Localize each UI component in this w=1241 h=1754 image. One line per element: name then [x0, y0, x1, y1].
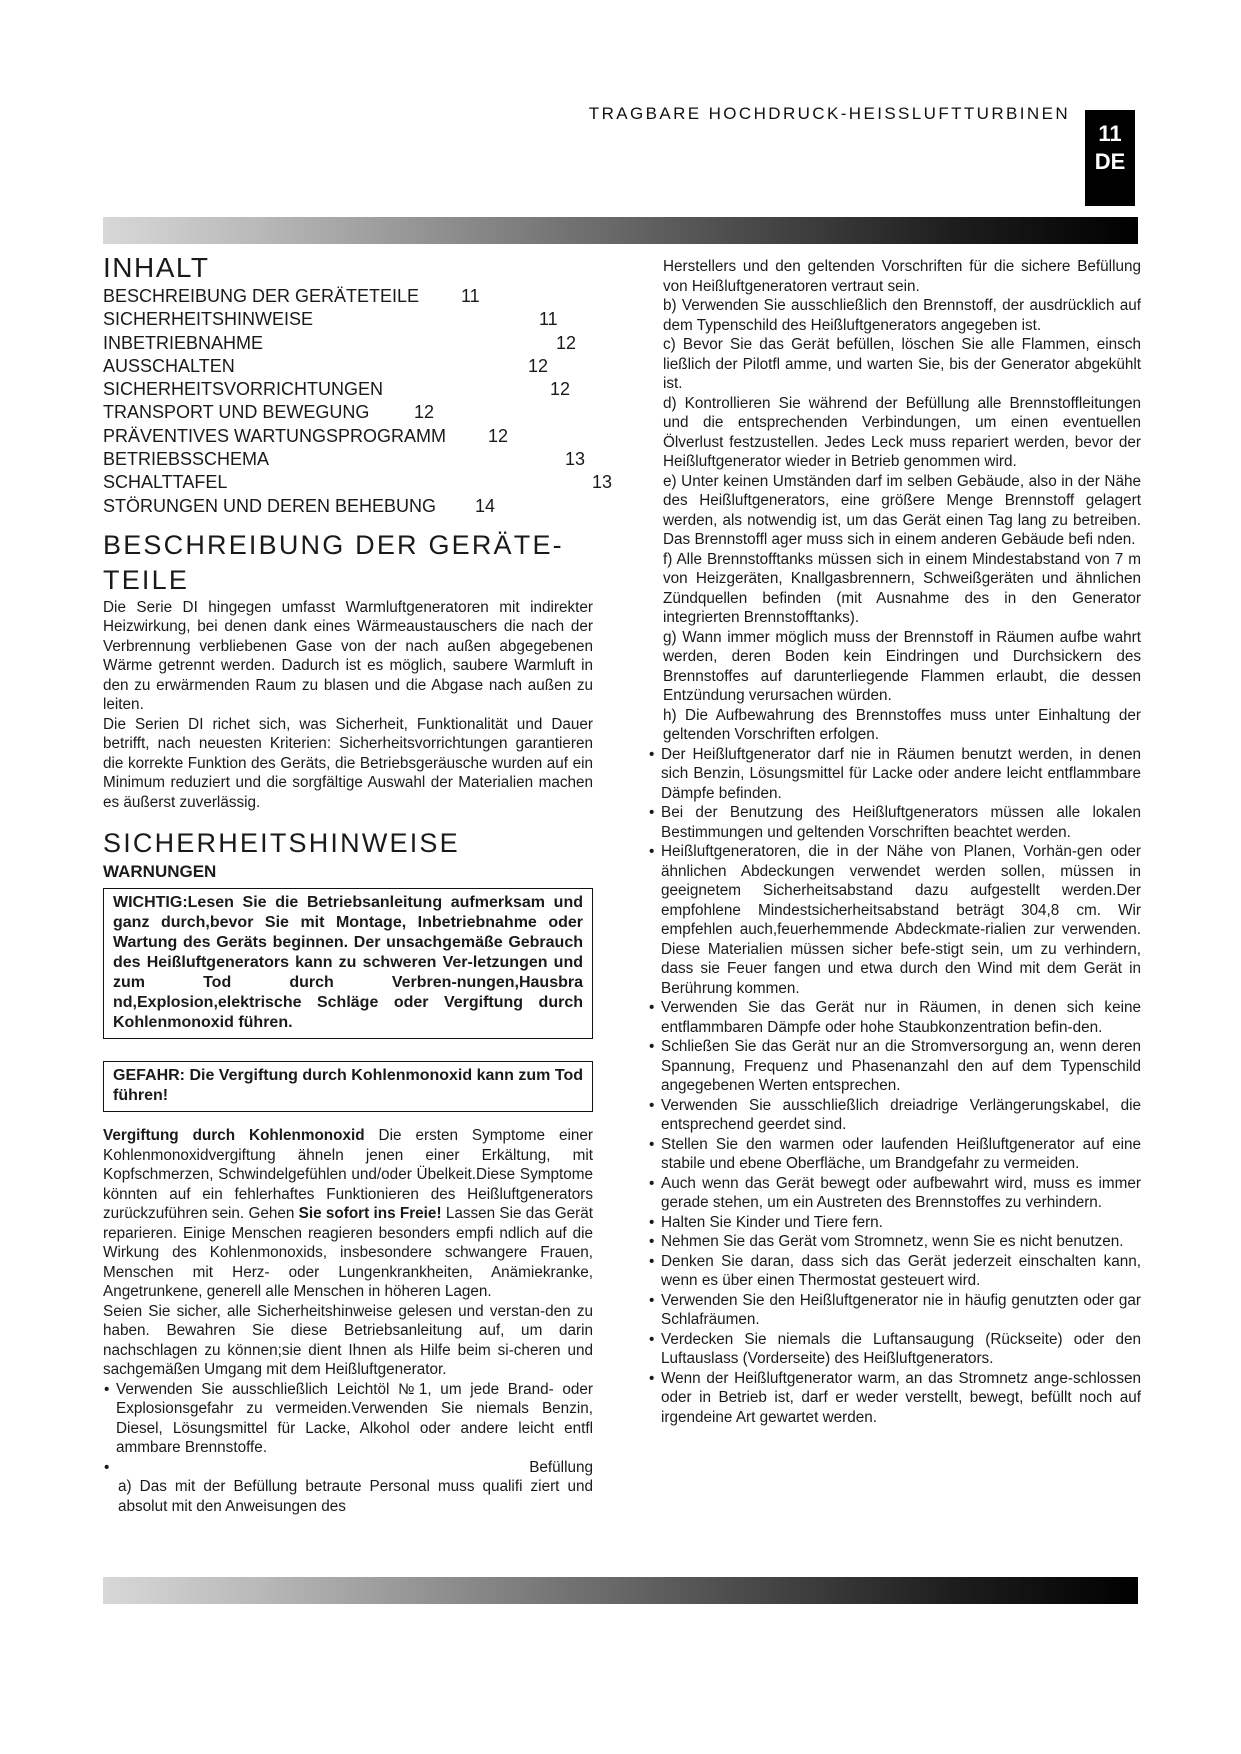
- description-heading: BESCHREIBUNG DER GERÄTE- TEILE: [103, 529, 564, 595]
- filling-e: e) Unter keinen Umständen darf im selben Gebäude, also in der Nähe des Heißluftgenerators, eine größere Menge Brennstoff gelagert werden, als notwendig ist, um das Gerät einen Tag lang zu betreiben. Das Brennstoffl ager muss sich in einem anderen Gebäude befi nden.: [663, 472, 1141, 548]
- danger-warning-box: GEFAHR: Die Vergiftung durch Kohlenmonoxid kann zum Tod führen!: [103, 1061, 593, 1112]
- warnings-heading: WARNUNGEN: [103, 862, 217, 882]
- toc-item-label: SCHALTTAFEL: [103, 472, 228, 493]
- toc-item-label: INBETRIEBNAHME: [103, 332, 264, 353]
- toc-item-label: BETRIEBSSCHEMA: [103, 449, 270, 470]
- safety-bullet: • Halten Sie Kinder und Tiere fern.: [648, 1213, 1141, 1233]
- toc-item[interactable]: [103, 285, 593, 308]
- safety-bullet: • Auch wenn das Gerät bewegt oder aufbewahrt wird, muss es immer gerade stehen, um ein Austreten des Brennstoffes zu verhindern.: [648, 1174, 1141, 1213]
- toc-item[interactable]: [103, 448, 593, 471]
- description-paragraph-1: Die Serie DI hingegen umfasst Warmluftgeneratoren mit indirekter Heizwirkung, bei denen dank eines Wärmeaustauschers die nach der Verbrennung verbliebenen Gase von der nach außen abgegebenen Wärme getrennt werden. Dadurch ist es möglich, saubere Warmluft in den zu erwärmenden Raum zu blasen und die Abgase nach außen zu leiten.: [103, 598, 593, 714]
- filling-b: b) Verwenden Sie ausschließlich den Brennstoff, der ausdrücklich auf dem Typenschild des Heißluftgenerators angegeben ist.: [663, 297, 1141, 334]
- toc-item-label: TRANSPORT UND BEWEGUNG: [103, 402, 370, 423]
- toc-item[interactable]: [103, 378, 593, 401]
- safety-bullet: • Denken Sie daran, dass sich das Gerät jederzeit einschalten kann, wenn es über einen Thermostat gesteuert wird.: [648, 1252, 1141, 1291]
- toc-item-page: 12: [414, 402, 435, 423]
- co-poisoning-paragraph: Vergiftung durch Kohlenmonoxid Die ersten Symptome einer Kohlenmonoxidvergiftung ähneln jenen einer Erkältung, mit Kopfschmerzen, Schwindelgefühlen und/oder Übelkeit.Diese Symptome könnten auf ein fehlerhaftes Funktionieren des Heißluftgenerators zurückzuführen sein. Gehen Sie sofort ins Freie! Lassen Sie das Gerät reparieren. Einige Menschen reagieren besonders empfi ndlich auf die Wirkung des Kohlenmonoxids, insbesondere schwangere Frauen, Menschen mit Herz- oder Lungenkrankheiten, Anämiekranke, Angetrunkene, generell alle Menschen in höheren Lagen.: [103, 1127, 594, 1301]
- safety-bullet: • Verwenden Sie ausschließlich dreiadrige Verlängerungskabel, die entsprechend geerdet sind.: [648, 1096, 1141, 1135]
- toc-item-page: 12: [488, 425, 509, 446]
- filling-a-continued: Herstellers und den geltenden Vorschriften für die sichere Befüllung von Heißluftgeneratoren vertraut sein.: [663, 258, 1141, 295]
- toc-item[interactable]: [103, 308, 593, 331]
- safety-bullet: • Schließen Sie das Gerät nur an die Stromversorgung an, wenn deren Spannung, Frequenz und Phasenanzahl den auf dem Typenschild angegebenen Werten entsprechen.: [648, 1037, 1141, 1096]
- toc-heading: INHALT: [103, 252, 210, 283]
- safety-bullet: • Verdecken Sie niemals die Luftansaugung (Rückseite) oder den Luftauslass (Vorderseite) des Heißluftgenerators.: [648, 1330, 1141, 1369]
- important-warning-box: WICHTIG:Lesen Sie die Betriebsanleitung aufmerksam und ganz durch,bevor Sie mit Montage, Inbetriebnahme oder Wartung des Geräts beginnen. Der unsachgemäße Gebrauch des Heißluftgenerators kann zu schweren Ver-letzungen und zum Tod durch Verbren-nungen,Hausbra nd,Explosion,elektrische Schläge oder Vergiftung durch Kohlenmonoxid führen.: [103, 888, 593, 1039]
- toc-item[interactable]: [103, 425, 593, 448]
- bottom-gradient-bar: [103, 1577, 1138, 1604]
- safety-bullet: • Heißluftgeneratoren, die in der Nähe von Planen, Vorhän-gen oder ähnlichen Abdeckungen verwendet werden sollen, müssen in geeignetem Sicherheitsabstand dazu aufgestellt werden.Der empfohlene Mindestsicherheitsabstand beträgt 304,8 cm. Wir empfehlen auch,feuerhemmende Abdeckmate-rialien zur verwenden. Diese Materialien müssen sicher befe-stigt sein, um zu verhindern, dass sie Feuer fangen und etwa durch den Wind mit dem Gerät in Berührung kommen.: [648, 842, 1141, 998]
- filling-g: g) Wann immer möglich muss der Brennstoff in Räumen aufbe wahrt werden, deren Boden kein Eindringen und Durchsickern des Brennstoffes auf darunterliegende Flammen erlaubt, die dessen Entzündung verursachen würden.: [663, 628, 1141, 704]
- toc-item-label: STÖRUNGEN UND DEREN BEHEBUNG: [103, 495, 437, 516]
- bullet-filling: • Befüllung: [103, 1458, 593, 1478]
- toc-item-label: SICHERHEITSHINWEISE: [103, 309, 314, 330]
- safety-bullet: • Stellen Sie den warmen oder laufenden Heißluftgenerator auf eine stabile und ebene Oberfläche, um Brandgefahr zu vermeiden.: [648, 1135, 1141, 1174]
- toc-item[interactable]: [103, 355, 593, 378]
- safety-bullet: • Der Heißluftgenerator darf nie in Räumen benutzt werden, in denen sich Benzin, Lösungsmittel für Lacke oder andere leicht entflammbare Dämpfe befinden.: [648, 745, 1141, 804]
- header-title: TRAGBARE HOCHDRUCK-HEISSLUFTTURBINEN: [588, 104, 1070, 123]
- left-column: [103, 252, 613, 1516]
- toc-item-page: 12: [550, 379, 571, 400]
- filling-c: c) Bevor Sie das Gerät befüllen, löschen Sie alle Flammen, einsch ließlich der Pilotfl amme, und warten Sie, bis der Generator abgekühlt ist.: [663, 336, 1141, 392]
- read-all-paragraph: Seien Sie sicher, alle Sicherheitshinweise gelesen und verstan-den zu haben. Bewahren Sie diese Betriebsanleitung auf, um darin nachschlagen zu können;sie dient Ihnen als Hilfe beim si-cheren und sachgemäßen Umgang mit dem Heißluftgenerator.: [103, 1302, 593, 1379]
- toc-item[interactable]: [103, 401, 593, 424]
- toc-item-page: 13: [565, 449, 586, 470]
- toc-item-page: 12: [556, 332, 577, 353]
- language-code: DE: [1094, 149, 1126, 174]
- filling-f: f) Alle Brennstofftanks müssen sich in einem Mindestabstand von 7 m von Heizgeräten, Knallgasbrennern, Schweißgeräten und ähnlichen Zündquellen befinden (mit Ausnahme des in den Generator integrierten Brennstofftanks).: [663, 550, 1141, 626]
- toc-item[interactable]: [103, 332, 593, 355]
- toc-item-page: 14: [475, 495, 496, 516]
- toc-item-label: PRÄVENTIVES WARTUNGSPROGRAMM: [103, 425, 447, 446]
- page-number: 11: [1098, 121, 1122, 146]
- toc-item-page: 12: [528, 355, 549, 376]
- safety-bullet: • Nehmen Sie das Gerät vom Stromnetz, wenn Sie es nicht benutzen.: [648, 1232, 1141, 1252]
- toc-item-label: SICHERHEITSVORRICHTUNGEN: [103, 379, 384, 400]
- right-column: [663, 257, 1141, 1427]
- bullet-fuel: • Verwenden Sie ausschließlich Leichtöl №1, um jede Brand- oder Explosionsgefahr zu vermeiden.Verwenden Sie niemals Benzin, Diesel, Lösungsmittel für Lacke, Alkohol oder andere leicht entfl ammbare Brennstoffe.: [103, 1380, 593, 1458]
- toc-item-label: AUSSCHALTEN: [103, 355, 235, 376]
- toc-item[interactable]: [103, 495, 593, 518]
- toc-item-page: 13: [592, 472, 613, 493]
- page-tab: [1085, 110, 1135, 206]
- toc-item-label: BESCHREIBUNG DER GERÄTETEILE: [103, 286, 420, 306]
- filling-a: a) Das mit der Befüllung betraute Personal muss qualifi ziert und absolut mit den Anweisungen des: [118, 1478, 593, 1515]
- filling-h: h) Die Aufbewahrung des Brennstoffes muss unter Einhaltung der geltenden Vorschriften erfolgen.: [663, 706, 1141, 743]
- top-gradient-bar: [103, 217, 1138, 244]
- toc-item-page: 11: [539, 309, 558, 330]
- table-of-contents: [103, 285, 613, 518]
- toc-item[interactable]: [103, 471, 613, 494]
- description-paragraph-2: Die Serien DI richet sich, was Sicherheit, Funktionalität und Dauer betrifft, nach neuesten Kriterien: Sicherheitsvorrichtungen garantieren die korrekte Funktion des Geräts, die Betriebsgeräusche wurden auf ein Minimum reduziert und die sorgfältige Auswahl der Materialien machen es äußerst zuverlässig.: [103, 715, 593, 811]
- safety-bullet: • Wenn der Heißluftgenerator warm, an das Stromnetz ange-schlossen oder in Betrieb ist, darf er weder verstellt, bewegt, befüllt noch auf irgendeine Art gewartet werden.: [648, 1369, 1141, 1428]
- safety-bullet: • Verwenden Sie den Heißluftgenerator nie in häufig genutzten oder gar Schlafräumen.: [648, 1291, 1141, 1330]
- toc-item-page: 11: [461, 286, 480, 306]
- safety-heading: SICHERHEITSHINWEISE: [103, 828, 460, 859]
- filling-d: d) Kontrollieren Sie während der Befüllung alle Brennstoffleitungen und die entsprechenden Verbindungen, um einen eventuellen Ölverlust festzustellen. Jedes Leck muss repariert werden, bevor der Heißluftgenerator wieder in Betrieb genommen wird.: [663, 394, 1141, 470]
- safety-bullet: • Verwenden Sie das Gerät nur in Räumen, in denen sich keine entflammbaren Dämpfe oder hohe Staubkonzentration befin-den.: [648, 998, 1141, 1037]
- safety-bullet: • Bei der Benutzung des Heißluftgenerators müssen alle lokalen Bestimmungen und geltenden Vorschriften beachtet werden.: [648, 803, 1141, 842]
